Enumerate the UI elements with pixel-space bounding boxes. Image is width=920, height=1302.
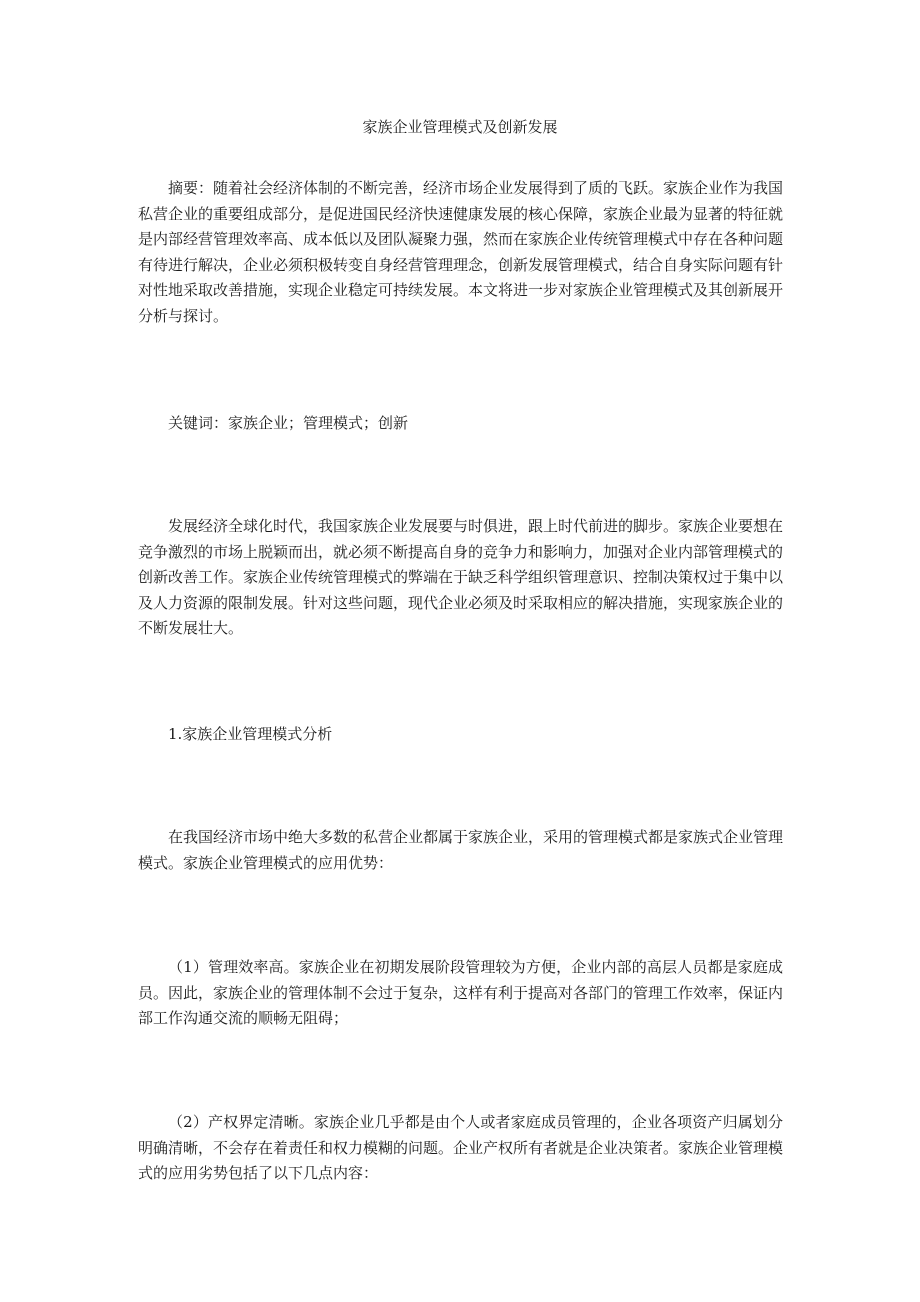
- section-1-paragraph-2: （1）管理效率高。家族企业在初期发展阶段管理较为方便，企业内部的高层人员都是家庭成员。因此，家族企业的管理体制不会过于复杂，这样有利于提高对各部门的管理工作效率，保证内部工作沟通交流的顺畅无阻碍；: [138, 958, 784, 1028]
- section-1-paragraph-3: （2）产权界定清晰。家族企业几乎都是由个人或者家庭成员管理的，企业各项资产归属划分明确清晰，不会存在着责任和权力模糊的问题。企业产权所有者就是企业决策者。家族企业管理模式的应用劣势包括了以下几点内容：: [138, 1113, 784, 1183]
- intro-paragraph: 发展经济全球化时代，我国家族企业发展要与时俱进，跟上时代前进的脚步。家族企业要想在竞争激烈的市场上脱颖而出，就必须不断提高自身的竞争力和影响力，加强对企业内部管理模式的创新改善工作。家族企业传统管理模式的弊端在于缺乏科学组织管理意识、控制决策权过于集中以及人力资源的限制发展。针对这些问题，现代企业必须及时采取相应的解决措施，实现家族企业的不断发展壮大。: [138, 517, 784, 638]
- document-title: 家族企业管理模式及创新发展: [362, 118, 558, 136]
- section-1-heading: 1.家族企业管理模式分析: [168, 725, 333, 743]
- section-1-paragraph-1: 在我国经济市场中绝大多数的私营企业都属于家族企业，采用的管理模式都是家族式企业管理模式。家族企业管理模式的应用优势：: [138, 828, 784, 872]
- abstract-paragraph: 摘要：随着社会经济体制的不断完善，经济市场企业发展得到了质的飞跃。家族企业作为我国私营企业的重要组成部分，是促进国民经济快速健康发展的核心保障，家族企业最为显著的特征就是内部经营管理效率高、成本低以及团队凝聚力强，然而在家族企业传统管理模式中存在各种问题有待进行解决，企业必须积极转变自身经营管理理念，创新发展管理模式，结合自身实际问题有针对性地采取改善措施，实现企业稳定可持续发展。本文将进一步对家族企业管理模式及其创新展开分析与探讨。: [138, 179, 784, 325]
- keywords-line: 关键词：家族企业；管理模式；创新: [168, 414, 409, 432]
